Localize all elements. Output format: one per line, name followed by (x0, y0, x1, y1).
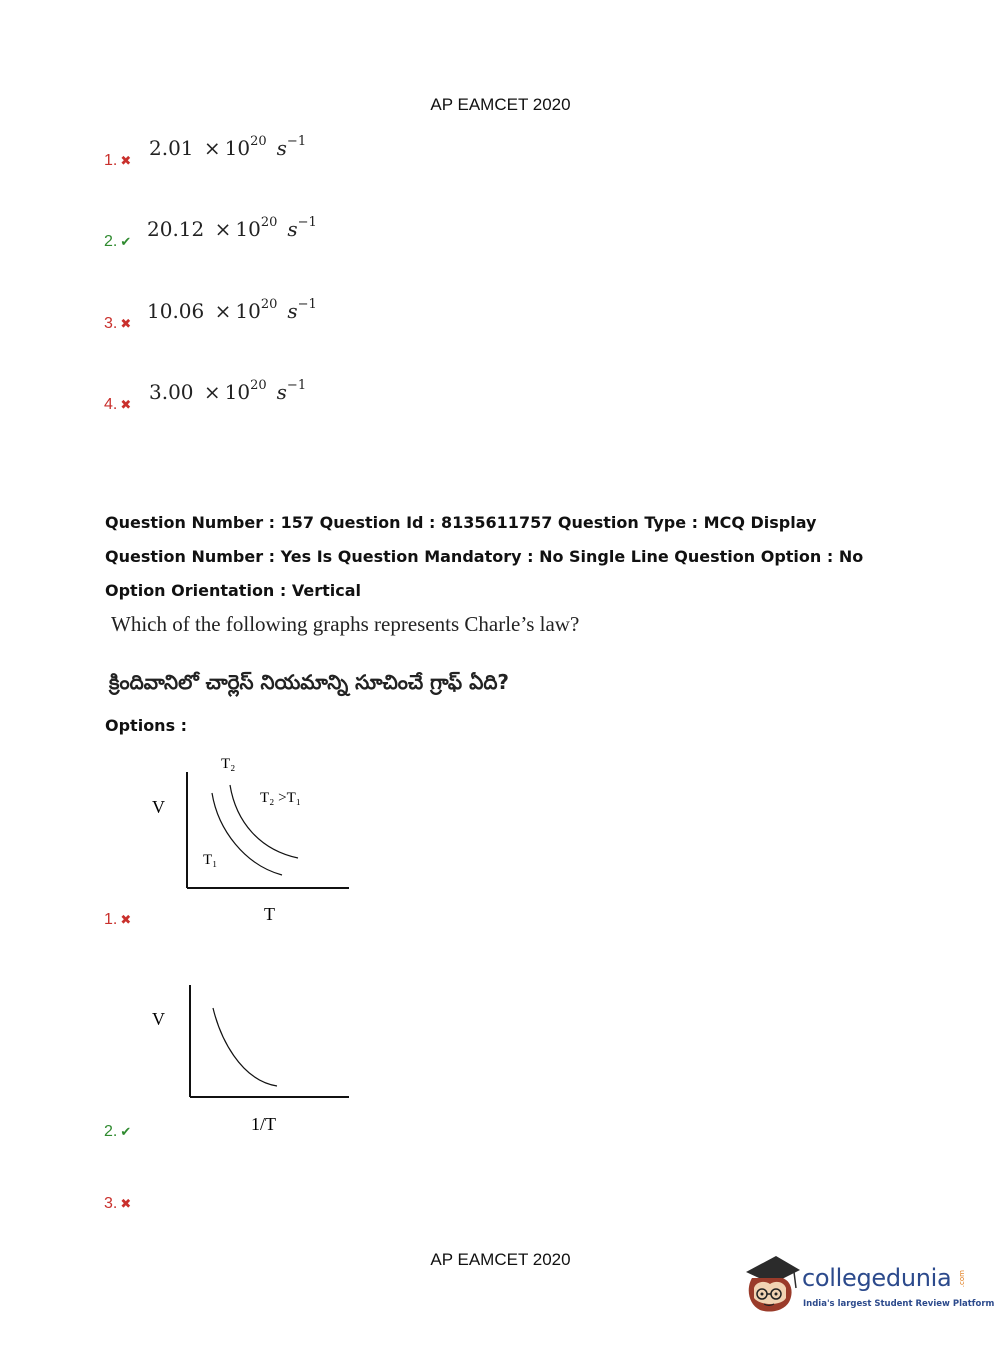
option-number-text: 1. (104, 152, 118, 169)
unit: s (276, 380, 287, 404)
option-number (104, 315, 131, 333)
option-number-text: 2. (104, 1123, 118, 1140)
y-label: V (152, 797, 165, 817)
unit: s (287, 299, 298, 323)
relation-label: T₂ >T₁ (260, 790, 301, 806)
unit-exponent: −1 (286, 378, 307, 394)
x-label: T (264, 904, 275, 924)
cross-icon: ✖ (120, 153, 132, 168)
option-number (104, 233, 131, 251)
y-label: V (152, 1009, 165, 1029)
cross-icon: ✖ (120, 316, 132, 331)
option-value (149, 380, 306, 404)
question-text-english: Which of the following graphs represents Charle’s law? (111, 612, 580, 636)
graph-option-3-number (104, 1195, 131, 1213)
option-number-text: 1. (104, 911, 118, 928)
options-label: Options : (105, 716, 188, 735)
unit-exponent: −1 (297, 297, 317, 313)
base: 10 (224, 380, 251, 404)
mascot-icon (742, 1248, 802, 1314)
option-number-text: 2. (104, 233, 118, 250)
option-number (104, 911, 131, 929)
mantissa: 10.06 (147, 299, 205, 323)
cross-icon: ✖ (120, 1196, 132, 1211)
option-number-text: 3. (104, 315, 118, 332)
logo-tagline: India's largest Student Review Platform (803, 1299, 995, 1309)
option-number (104, 152, 131, 170)
exponent: 20 (250, 134, 267, 150)
logo-suffix: .com (958, 1270, 966, 1288)
graph-1-svg (140, 750, 540, 950)
page-footer: AP EAMCET 2020 (430, 1250, 571, 1269)
curve-top-label: T₂ (221, 756, 236, 772)
curve-bottom-label: T₁ (203, 852, 218, 868)
unit: s (276, 136, 287, 160)
graph-2-svg (140, 975, 540, 1155)
unit-exponent: −1 (297, 215, 317, 231)
base: 10 (224, 136, 251, 160)
unit: s (287, 217, 298, 241)
times-sign: × (214, 299, 232, 323)
question-meta: Question Number : 157 Question Id : 8135611757 Question Type : MCQ Display Question Number : Yes Is Question Mandatory : No Single Line Question Option : No Option Orientation : Vertical (105, 513, 864, 600)
page-header: AP EAMCET 2020 (430, 95, 571, 114)
curve (213, 1008, 277, 1086)
times-sign: × (203, 136, 221, 160)
x-label: 1/T (251, 1114, 276, 1134)
option-number-text: 4. (104, 396, 118, 413)
option-number (104, 396, 131, 414)
mantissa: 2.01 (149, 136, 194, 160)
exponent: 20 (250, 378, 267, 394)
option-value (147, 299, 317, 323)
collegedunia-logo (742, 1248, 995, 1318)
check-icon: ✔ (120, 234, 132, 249)
base: 10 (235, 217, 261, 241)
cross-icon: ✖ (120, 397, 132, 412)
option-value (147, 217, 317, 241)
base: 10 (235, 299, 261, 323)
option-number (104, 1123, 131, 1141)
check-icon: ✔ (120, 1124, 132, 1139)
option-number-text: 3. (104, 1195, 118, 1212)
exponent: 20 (260, 297, 278, 313)
times-sign: × (214, 217, 232, 241)
question-text-telugu: క్రిందివానిలో చార్లెస్ నియమాన్ని సూచించే గ్రాఫ్ ఏది? (109, 670, 510, 694)
exponent: 20 (260, 215, 278, 231)
logo-name: collegedunia (802, 1264, 952, 1292)
mantissa: 3.00 (149, 380, 194, 404)
unit-exponent: −1 (286, 134, 307, 150)
mantissa: 20.12 (147, 217, 205, 241)
option-value (149, 136, 306, 160)
cross-icon: ✖ (120, 912, 132, 927)
times-sign: × (203, 380, 221, 404)
